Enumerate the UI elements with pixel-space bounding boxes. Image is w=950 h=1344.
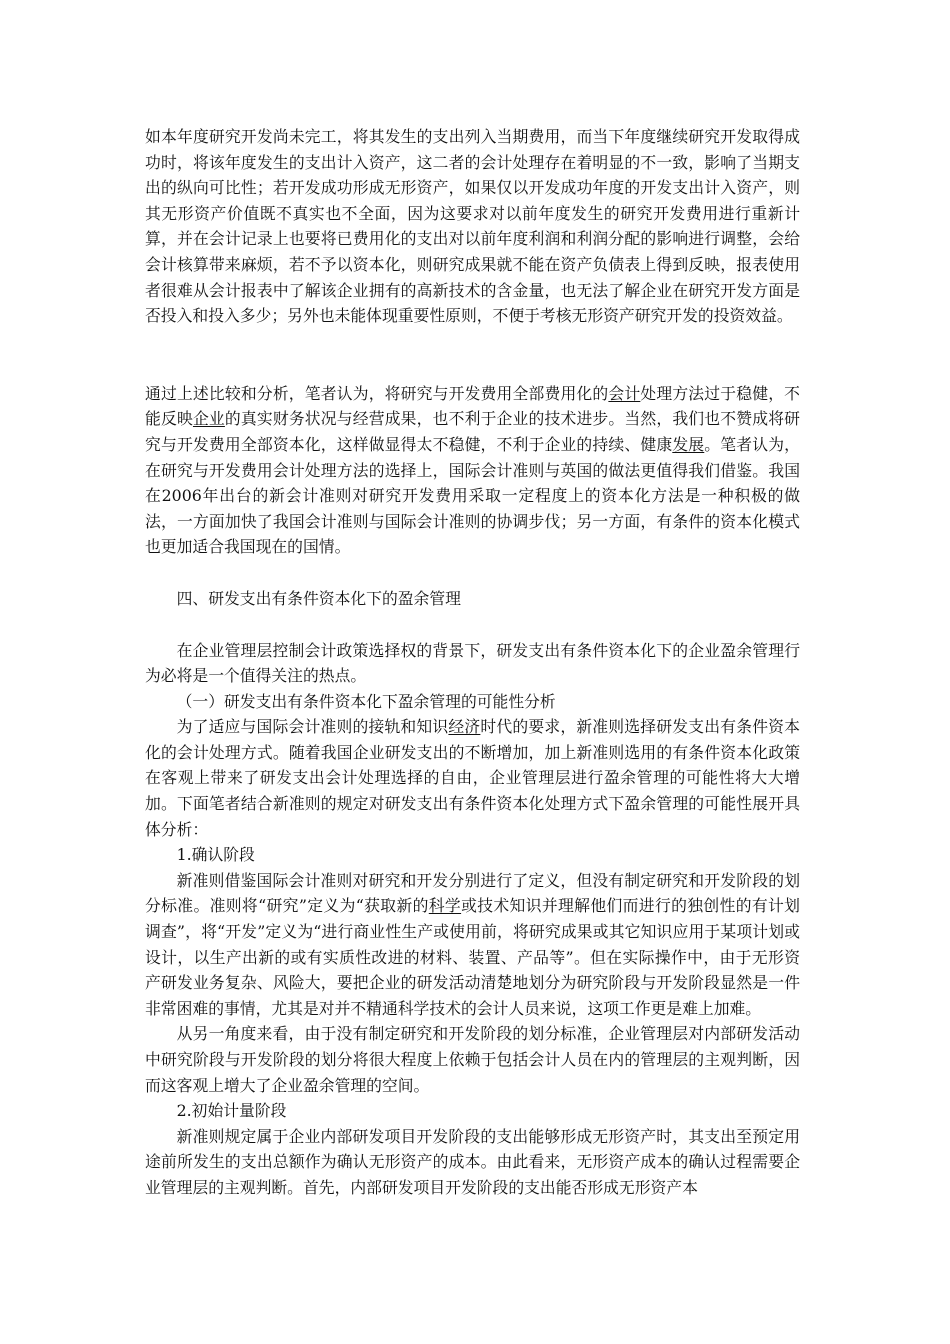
- text-run: 为了适应与国际会计准则的接轨和知识: [176, 717, 449, 737]
- section-heading-4: 四、研发支出有条件资本化下的盈余管理: [176, 588, 461, 608]
- paragraph-6: 从另一角度来看，由于没有制定研究和开发阶段的划分标准，企业管理层对内部研发活动中研究阶段与开发阶段的划分将很大程度上依赖于包括会计人员在内的管理层的主观判断，因而这客观上增大了企业盈余管理的空间。: [145, 1024, 800, 1095]
- paragraph-1: 如本年度研究开发尚未完工，将其发生的支出列入当期费用，而当下年度继续研究开发取得成功时，将该年度发生的支出计入资产，这二者的会计处理存在着明显的不一致，影响了当期支出的纵向可比性；若开发成功形成无形资产，如果仅以开发成功年度的开发支出计入资产，则其无形资产价值既不真实也不全面，因为这要求对以前年度发生的研究开发费用进行重新计算，并在会计记录上也要将已费用化的支出对以前年度利润和利润分配的影响进行调整，会给会计核算带来麻烦，若不予以资本化，则研究成果就不能在资产负债表上得到反映，报表使用者很难从会计报表中了解该企业拥有的高新技术的含金量，也无法了解企业在研究开发方面是否投入和投入多少；另外也未能体现重要性原则，不便于考核无形资产研究开发的投资效益。: [145, 127, 800, 326]
- link-science[interactable]: 科学: [428, 896, 462, 916]
- text-run: 处理方法过于稳健，不能反映: [145, 383, 800, 429]
- subsection-heading-1: （一）研发支出有条件资本化下盈余管理的可能性分析: [176, 691, 556, 711]
- text-run: 的真实财务状况与经营成果，也不利于企业的技术进步。当然，我们也不赞成将研究与开发费用全部资本化，这样做显得太不稳健，不利于企业的持续、健康: [145, 409, 800, 454]
- document-page: [145, 124, 800, 1201]
- list-item-2-title: 2.初始计量阶段: [176, 1101, 287, 1121]
- paragraph-5: [145, 868, 800, 1022]
- text-run: 时代的要求，新准则选择研发支出有条件资本化的会计处理方式。随着我国企业研发支出的不断增加，加上新准则选用的有条件资本化政策在客观上带来了研发支出会计处理选择的自由，企业管理层进行盈余管理的可能性将大大增加。下面笔者结合新准则的规定对研发支出有条件资本化处理方式下盈余管理的可能性展开具体分析：: [145, 717, 800, 839]
- spacer: [145, 560, 800, 586]
- list-item-1-title: 1.确认阶段: [176, 845, 255, 865]
- link-development[interactable]: 发展: [672, 434, 705, 454]
- text-run: 新准则借鉴国际会计准则对研究和开发分别进行了定义，但没有制定研究和开发阶段的划分标准。准则将“研究”定义为“获取新的: [145, 870, 800, 916]
- paragraph-2: [145, 381, 800, 560]
- text-run: 或技术知识并理解他们而进行的独创性的有计划调查”，将“开发”定义为“进行商业性生产或使用前，将研究成果或其它知识应用于某项计划或设计，以生产出新的或有实质性改进的材料、装置、产品等”。但在实际操作中，由于无形资产研发业务复杂、风险大，要把企业的研发活动清楚地划分为研究阶段与开发阶段显然是一件非常困难的事情，尤其是对并不精通科学技术的会计人员来说，这项工作更是难上加难。: [145, 896, 800, 1018]
- spacer: [145, 612, 800, 638]
- link-accounting[interactable]: 会计: [608, 383, 641, 403]
- paragraph-4: [145, 714, 800, 842]
- text-run: 。笔者认为，在研究与开发费用会计处理方法的选择上，国际会计准则与英国的做法更值得我们借鉴。我国在2006年出台的新会计准则对研究开发费用采取一定程度上的资本化方法是一种积极的做法，一方面加快了我国会计准则与国际会计准则的协调步伐；另一方面，有条件的资本化模式也更加适合我国现在的国情。: [145, 434, 800, 557]
- paragraph-7: 新准则规定属于企业内部研发项目开发阶段的支出能够形成无形资产时，其支出至预定用途前所发生的支出总额作为确认无形资产的成本。由此看来，无形资产成本的确认过程需要企业管理层的主观判断。首先，内部研发项目开发阶段的支出能否形成无形资产本: [145, 1126, 800, 1197]
- paragraph-3: 在企业管理层控制会计政策选择权的背景下，研发支出有条件资本化下的企业盈余管理行为必将是一个值得关注的热点。: [145, 640, 800, 686]
- text-run: 通过上述比较和分析，笔者认为，将研究与开发费用全部费用化的: [145, 383, 609, 403]
- link-enterprise[interactable]: 企业: [192, 409, 225, 429]
- link-economy[interactable]: 经济: [448, 717, 481, 737]
- spacer: [145, 329, 800, 381]
